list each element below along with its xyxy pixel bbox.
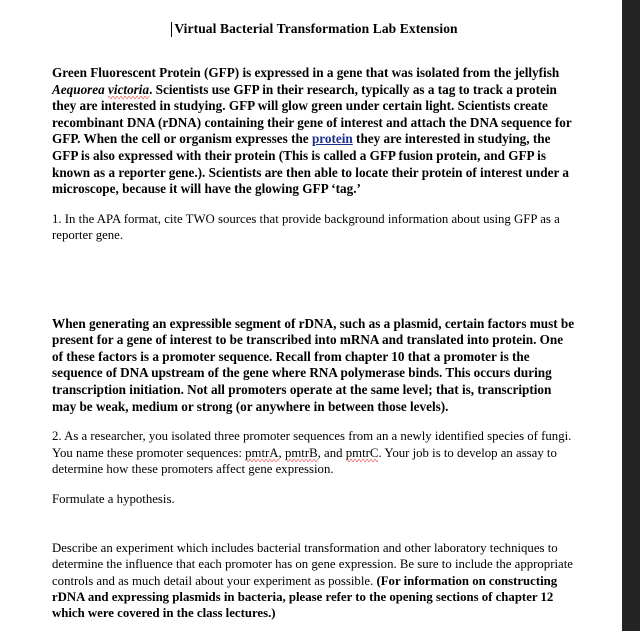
promoter-name-a: pmtrA [245, 445, 279, 460]
question-2[interactable] [52, 428, 577, 477]
protein-hyperlink[interactable]: protein [311, 131, 353, 147]
question-1[interactable]: 1. In the APA format, cite TWO sources that provide background information about using GFP as a reporter gene. [52, 211, 560, 243]
answer-area-question-1[interactable] [52, 244, 577, 316]
question-2-separator-1: , [278, 445, 285, 460]
text-caret [171, 22, 172, 37]
promoter-name-c: pmtrC [345, 445, 379, 460]
final-paragraph[interactable] [52, 540, 577, 622]
spacer-before-question-2 [52, 415, 577, 428]
page-title-text: Virtual Bacterial Transformation Lab Extension [174, 21, 458, 36]
final-paragraph-plain: Describe an experiment which includes bacterial transformation and other laboratory techniques to determine the influence that each promoter has on gene expression. Be sure to include the appropriate controls and as much detail about your experiment as possible. [52, 540, 573, 588]
document-content [52, 0, 577, 622]
intro-segment-2: . Scientists use GFP in their research, typically as a tag to track a protein they are interested in studying. GFP will glow green under certain light. Scientists create recombinant DNA (rDNA) containing their gene of interest and attach the DNA sequence for GFP. When the cell or organism expresses the [52, 81, 572, 147]
promoter-paragraph[interactable]: When generating an expressible segment of rDNA, such as a plasmid, certain factors must be present for a gene of interest to be transcribed into mRNA and translated into protein. One of these factors is a promoter sequence. Recall from chapter 10 that a promoter is the sequence of DNA upstream of the gene where RNA polymerase binds. This occurs during transcription initiation. Not all promoters operate at the same level; that is, transcription may be weak, medium or strong (or anywhere in between those levels). [52, 315, 575, 414]
spacer-before-question-1 [52, 198, 577, 211]
question-2-separator-2: , and [317, 445, 346, 460]
title-block [52, 20, 577, 38]
spacer-after-title [52, 38, 577, 65]
species-name [52, 82, 149, 99]
spacer-before-final-paragraph [52, 508, 577, 540]
final-paragraph-bold-note: (For information on constructing rDNA and expressing plasmids in bacteria, please refer to the opening sections of chapter 12 which were covered in the class lectures.) [52, 573, 558, 621]
question-2-segment-2: . Your job is to develop an assay to determine how these promoters affect gene expression. [52, 445, 557, 476]
window-right-edge [622, 0, 640, 631]
page-title[interactable] [171, 21, 457, 37]
species-genus: Aequorea [52, 81, 109, 97]
species-epithet-misspelled: victoria [108, 81, 150, 97]
intro-segment-3: they are interested in studying, the GFP is also expressed with their protein (This is called a GFP fusion protein, and GFP is known as a reporter gene.). Scientists are then able to locate their protein of interest under a microscope, because it will have the glowing GFP ‘tag.’ [52, 131, 569, 197]
promoter-name-b: pmtrB [284, 445, 318, 460]
intro-paragraph[interactable] [52, 65, 577, 198]
intro-segment-1: Green Fluorescent Protein (GFP) is expressed in a gene that was isolated from the jellyfish [52, 65, 560, 80]
hypothesis-prompt[interactable]: Formulate a hypothesis. [52, 492, 175, 507]
question-2-segment-1: 2. As a researcher, you isolated three promoter sequences from an a newly identified species of fungi. You name these promoter sequences: [52, 429, 572, 460]
spacer-before-hypothesis [52, 477, 577, 491]
